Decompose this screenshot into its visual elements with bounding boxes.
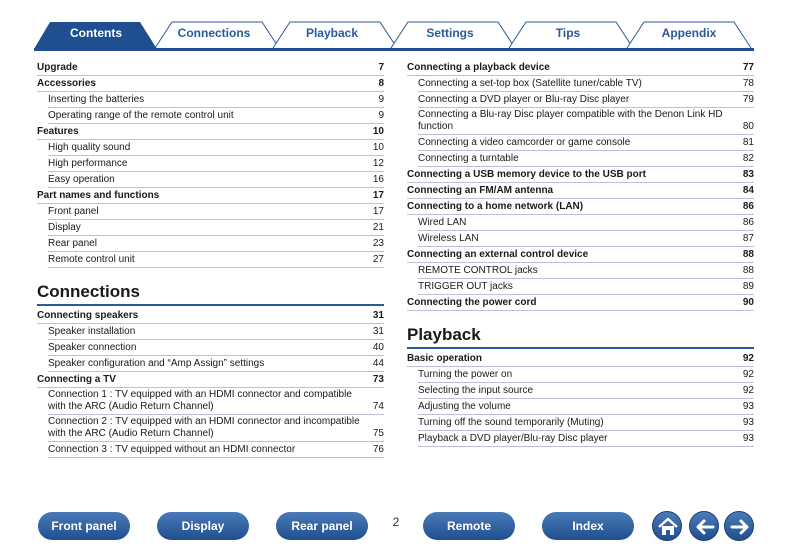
tab-bar [0,0,791,52]
toc-entry-title: Inserting the batteries [48,93,145,105]
toc-entry-title: High quality sound [48,141,131,153]
section-heading-playback: Playback [407,311,754,349]
toc-entry-page: 93 [742,400,754,412]
toc-entry-main[interactable] [407,183,754,199]
toc-entry-page: 92 [742,384,754,396]
back-arrow-icon [690,512,720,542]
toc-entry-title: Features [37,125,79,137]
toc-entry-sub[interactable] [418,92,754,108]
toc-entry-title: Connecting a turntable [418,152,519,164]
tab-playback[interactable]: Playback [305,26,359,40]
toc-group [37,60,384,268]
toc-entry-title: Connecting a playback device [407,61,550,73]
toc-entry-title: Connecting an FM/AM antenna [407,184,554,196]
toc-entry-title: Speaker configuration and “Amp Assign” settings [48,357,265,369]
toc-entry-title: Connecting a video camcorder or game console [418,136,631,148]
toc-entry-page: 93 [742,432,754,444]
index-button[interactable]: Index [542,512,634,540]
toc-entry-page: 9 [378,93,384,105]
toc-entry-main[interactable] [407,167,754,183]
toc-entry-page: 86 [742,216,754,228]
toc-entry-main[interactable] [407,60,754,76]
toc-entry-page: 75 [372,428,384,439]
toc-entry-main[interactable] [407,199,754,215]
toc-entry-sub[interactable] [48,356,384,372]
tab-connections[interactable]: Connections [177,26,251,40]
toc-entry-title: Basic operation [407,352,483,364]
toc-entry-title: Upgrade [37,61,78,73]
toc-entry-main[interactable] [37,188,384,204]
toc-entry-sub[interactable] [418,279,754,295]
toc-entry-title: Remote control unit [48,253,135,265]
toc-entry-page: 7 [378,61,384,73]
toc-entry-sub[interactable] [48,236,384,252]
toc-entry-page: 16 [372,173,384,185]
toc-entry-sub[interactable] [418,399,754,415]
toc-entry-title: Wired LAN [418,216,467,228]
toc-entry-page: 8 [378,77,384,89]
toc-entry-page: 80 [742,121,754,132]
toc-entry-main[interactable] [37,60,384,76]
home-button[interactable] [652,511,682,541]
toc-entry-main[interactable] [37,308,384,324]
toc-left-column [37,60,384,458]
toc-entry-page: 9 [378,109,384,121]
toc-entry-page: 86 [742,200,754,212]
toc-entry-main[interactable] [407,295,754,311]
toc-entry-page: 17 [372,189,384,201]
toc-entry-main[interactable] [37,124,384,140]
toc-entry-sub[interactable] [48,442,384,458]
toc-entry-title: Connecting speakers [37,309,139,321]
toc-entry-title: Connecting a set-top box (Satellite tuner/cable TV) [418,77,642,89]
rear-panel-button[interactable]: Rear panel [276,512,368,540]
toc-right-column [407,60,754,447]
toc-entry-page: 73 [372,373,384,385]
tab-appendix[interactable]: Appendix [661,26,717,40]
toc-entry-title: Connecting the power cord [407,296,537,308]
toc-entry-title: Accessories [37,77,96,89]
page-number: 2 [392,515,400,529]
toc-entry-sub[interactable] [48,156,384,172]
toc-group [407,60,754,311]
toc-entry-sub[interactable] [48,108,384,124]
toc-entry-sub[interactable] [48,220,384,236]
toc-entry-title: Wireless LAN [418,232,479,244]
toc-entry-title: REMOTE CONTROL jacks [418,264,538,276]
toc-entry-sub[interactable] [418,215,754,231]
toc-entry-sub[interactable] [418,367,754,383]
toc-entry-page: 90 [742,296,754,308]
toc-entry-sub[interactable] [48,388,384,415]
toc-entry-title: Part names and functions [37,189,160,201]
toc-entry-title: Turning off the sound temporarily (Muting) [418,416,604,428]
toc-entry-title: Connecting an external control device [407,248,589,260]
toc-entry-sub[interactable] [418,383,754,399]
toc-entry-title: Adjusting the volume [418,400,511,412]
toc-entry-sub[interactable] [418,431,754,447]
toc-entry-main[interactable] [37,372,384,388]
toc-entry-page: 44 [372,357,384,369]
toc-entry-title: Connecting a TV [37,373,116,385]
tab-contents[interactable]: Contents [70,26,122,40]
toc-entry-page: 74 [372,401,384,412]
toc-entry-title: Playback a DVD player/Blu-ray Disc player [418,432,608,444]
toc-entry-page: 87 [742,232,754,244]
toc-entry-title: Turning the power on [418,368,513,380]
toc-entry-page: 89 [742,280,754,292]
toc-entry-sub[interactable] [418,263,754,279]
toc-entry-sub[interactable] [48,324,384,340]
display-button[interactable]: Display [157,512,249,540]
toc-entry-title: Easy operation [48,173,115,185]
toc-entry-title: Connection 1 : TV equipped with an HDMI connector and compatible with the ARC (Audio Return Channel) [48,389,352,412]
toc-entry-main[interactable] [37,76,384,92]
toc-entry-page: 10 [372,141,384,153]
toc-entry-title: Operating range of the remote control unit [48,109,234,121]
toc-entry-sub[interactable] [48,204,384,220]
toc-entry-sub[interactable] [48,415,384,442]
toc-entry-page: 84 [742,184,754,196]
toc-entry-page: 31 [372,325,384,337]
toc-group [407,351,754,447]
toc-entry-title: Connecting a DVD player or Blu-ray Disc player [418,93,630,105]
toc-entry-sub[interactable] [418,108,754,135]
toc-entry-sub[interactable] [48,340,384,356]
toc-entry-page: 40 [372,341,384,353]
toc-entry-main[interactable] [407,247,754,263]
toc-entry-page: 17 [372,205,384,217]
toc-entry-page: 92 [742,352,754,364]
toc-entry-page: 79 [742,93,754,105]
toc-entry-title: Connecting a Blu-ray Disc player compatible with the Denon Link HD function [418,109,723,132]
toc-entry-page: 21 [372,221,384,233]
toc-entry-sub[interactable] [418,415,754,431]
front-panel-button[interactable]: Front panel [38,512,130,540]
toc-group [37,308,384,458]
remote-button[interactable]: Remote [423,512,515,540]
section-heading-connections: Connections [37,268,384,306]
forward-button[interactable] [724,511,754,541]
tab-settings[interactable]: Settings [426,26,474,40]
toc-entry-sub[interactable] [418,135,754,151]
home-icon [653,512,683,542]
toc-entry-sub[interactable] [418,231,754,247]
toc-entry-sub[interactable] [48,140,384,156]
toc-entry-title: High performance [48,157,128,169]
toc-entry-title: Connection 2 : TV equipped with an HDMI connector and incompatible with the ARC (Audio Return Channel) [48,416,360,439]
toc-entry-title: Speaker connection [48,341,137,353]
toc-entry-sub[interactable] [418,151,754,167]
toc-entry-title: Connecting to a home network (LAN) [407,200,584,212]
toc-entry-page: 88 [742,264,754,276]
toc-entry-title: Display [48,221,81,233]
toc-entry-title: TRIGGER OUT jacks [418,280,513,292]
toc-entry-page: 83 [742,168,754,180]
toc-entry-page: 77 [742,61,754,73]
toc-entry-sub[interactable] [48,92,384,108]
toc-entry-title: Connecting a USB memory device to the USB port [407,168,646,180]
toc-entry-sub[interactable] [48,172,384,188]
toc-entry-page: 23 [372,237,384,249]
toc-entry-page: 12 [372,157,384,169]
toc-entry-page: 93 [742,416,754,428]
toc-entry-title: Speaker installation [48,325,136,337]
toc-entry-page: 76 [372,443,384,455]
toc-entry-page: 81 [742,136,754,148]
forward-arrow-icon [725,512,755,542]
toc-entry-title: Rear panel [48,237,97,249]
toc-entry-page: 82 [742,152,754,164]
toc-entry-page: 78 [742,77,754,89]
back-button[interactable] [689,511,719,541]
toc-entry-main[interactable] [407,351,754,367]
toc-entry-page: 88 [742,248,754,260]
toc-entry-title: Front panel [48,205,99,217]
toc-entry-page: 92 [742,368,754,380]
toc-entry-title: Connection 3 : TV equipped without an HDMI connector [48,443,296,455]
tab-tips[interactable]: Tips [555,26,581,40]
toc-entry-page: 27 [372,253,384,265]
toc-entry-title: Selecting the input source [418,384,534,396]
toc-entry-page: 31 [372,309,384,321]
toc-entry-sub[interactable] [418,76,754,92]
toc-entry-sub[interactable] [48,252,384,268]
toc-entry-page: 10 [372,125,384,137]
